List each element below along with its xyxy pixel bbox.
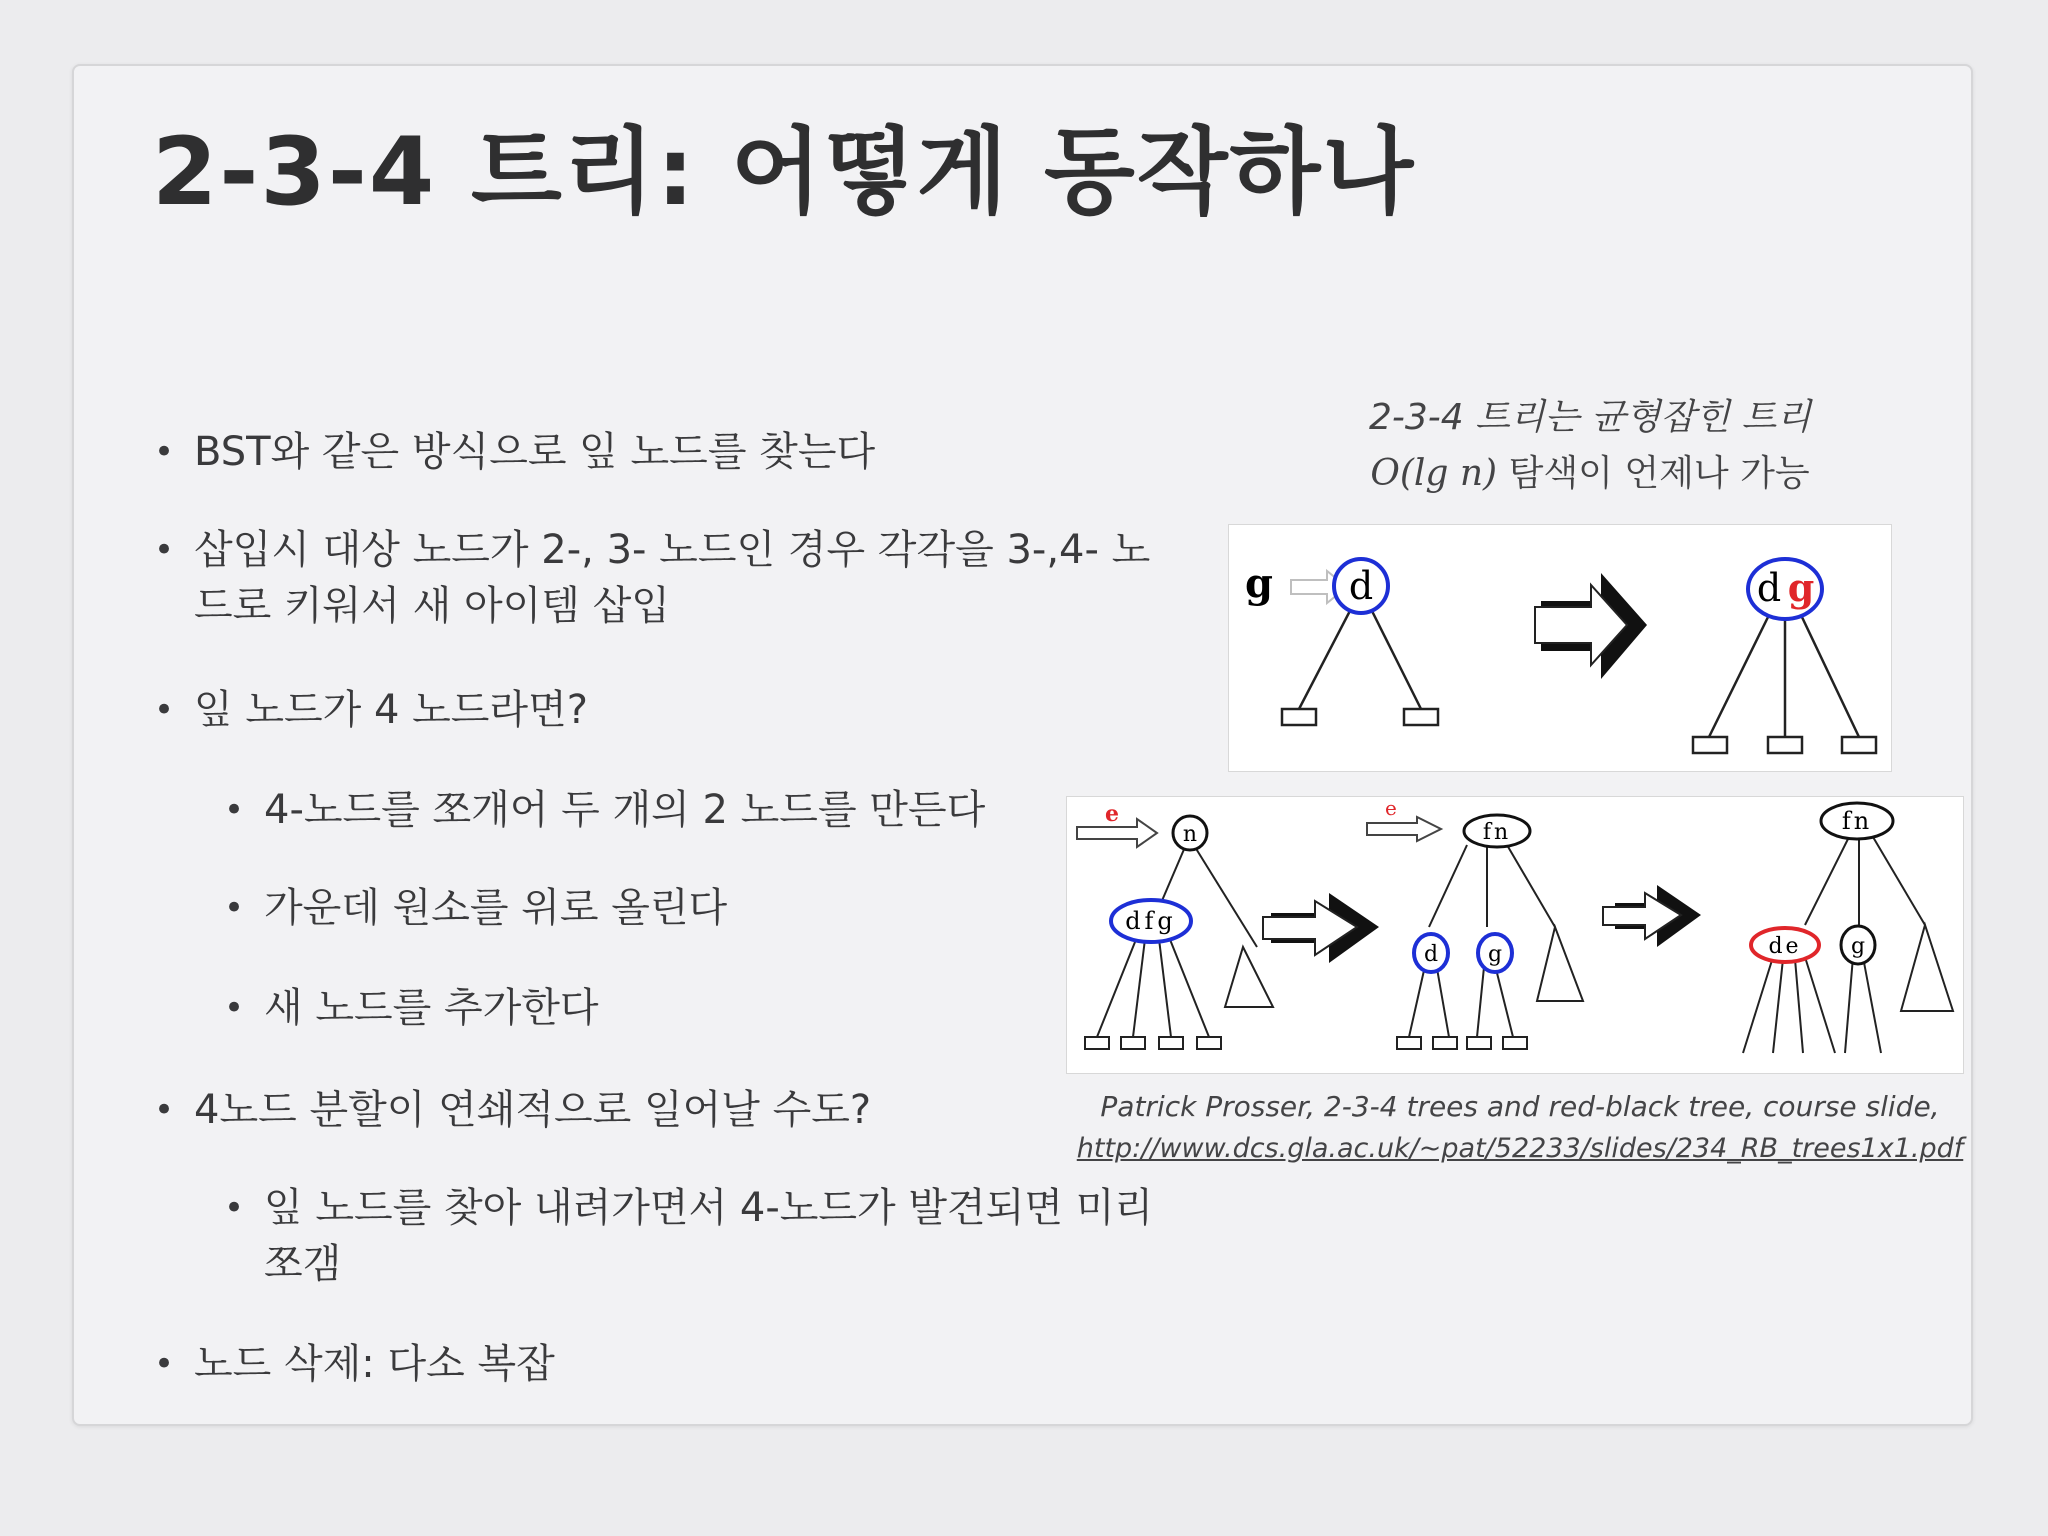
bullet-dot: •: [224, 988, 245, 1028]
caption-line-1: 2-3-4 트리는 균형잡힌 트리: [1368, 397, 1811, 438]
bullet-dot: •: [154, 1090, 175, 1130]
stage3-parent-keys: fn: [1841, 807, 1873, 835]
stage3-child-2: g: [1850, 934, 1866, 959]
after-node-key-1: d: [1756, 566, 1782, 610]
figure-credit: [1000, 1086, 2040, 1170]
bullet-item: [154, 1336, 1194, 1392]
bullet-text: 잎 노드를 찾아 내려가면서 4-노드가 발견되면 미리 쪼갬: [264, 1185, 1153, 1287]
bullet-dot: •: [224, 888, 245, 928]
bullet-item-sub: [224, 880, 1184, 936]
stage2-tree: [1367, 797, 1583, 1049]
balanced-tree-caption: [1320, 390, 1860, 502]
slide-title: 2-3-4 트리: 어떻게 동작하나: [152, 118, 1416, 227]
after-node: [1693, 559, 1876, 753]
stage1-tree: [1077, 801, 1273, 1049]
before-node-key: d: [1348, 564, 1374, 608]
stage2-new-key: e: [1385, 797, 1397, 820]
bullet-text: 가운데 원소를 위로 올린다: [264, 885, 728, 931]
stage2-child-1: d: [1423, 942, 1439, 967]
bullet-dot: •: [154, 432, 175, 472]
caption-line-2: [1320, 446, 1860, 502]
bullet-item: [154, 522, 1184, 634]
bullet-text: 잎 노드가 4 노드라면?: [194, 687, 588, 733]
split-arrow-2: [1603, 885, 1701, 947]
bullet-item-sub: [224, 1180, 1164, 1292]
bullet-dot: •: [224, 1188, 245, 1228]
stage1-parent-key: n: [1182, 822, 1198, 847]
bullet-text: 새 노드를 추가한다: [264, 985, 599, 1031]
credit-url-link[interactable]: http://www.dcs.gla.ac.uk/~pat/52233/slides/234_RB_trees1x1.pdf: [1076, 1133, 1964, 1164]
bullet-item-sub: [224, 980, 1184, 1036]
stage2-parent-keys: fn: [1482, 820, 1512, 845]
stage1-child-keys: dfg: [1125, 907, 1177, 935]
stage2-child-2: g: [1487, 942, 1503, 967]
split-arrow-1: [1263, 893, 1379, 963]
credit-text: Patrick Prosser, 2-3-4 trees and red-black tree, course slide,: [1100, 1090, 1940, 1123]
stage1-new-key: e: [1105, 801, 1119, 827]
stage3-tree: [1743, 803, 1953, 1053]
insert-2node-diagram: [1229, 525, 1891, 771]
bullet-item: [154, 424, 1194, 480]
bullet-text: 4노드 분할이 연쇄적으로 일어날 수도?: [194, 1087, 872, 1133]
transform-arrow: [1535, 573, 1647, 679]
bullet-text: 4-노드를 쪼개어 두 개의 2 노드를 만든다: [264, 787, 986, 833]
bullet-text: BST와 같은 방식으로 잎 노드를 찾는다: [194, 429, 876, 475]
after-node-key-2: g: [1787, 565, 1815, 610]
bullet-item: [154, 682, 1194, 738]
bullet-item-sub: [224, 782, 1184, 838]
bullet-dot: •: [154, 530, 175, 570]
bullet-dot: •: [154, 690, 175, 730]
caption-line-2-rest: 탐색이 언제나 가능: [1508, 453, 1810, 494]
bullet-dot: •: [224, 790, 245, 830]
stage3-child-1: de: [1768, 934, 1802, 959]
split-4node-diagram: [1067, 797, 1963, 1073]
complexity-text: O(lg n): [1370, 453, 1498, 494]
bullet-text: 삽입시 대상 노드가 2-, 3- 노드인 경우 각각을 3-,4- 노드로 키워서 새 아이템 삽입: [194, 527, 1151, 629]
bullet-text: 노드 삭제: 다소 복잡: [194, 1341, 555, 1387]
new-key-label: g: [1245, 560, 1273, 607]
bullet-dot: •: [154, 1344, 175, 1384]
before-node: [1282, 559, 1438, 725]
insert-2node-figure: [1228, 524, 1892, 772]
split-4node-figure: [1066, 796, 1964, 1074]
